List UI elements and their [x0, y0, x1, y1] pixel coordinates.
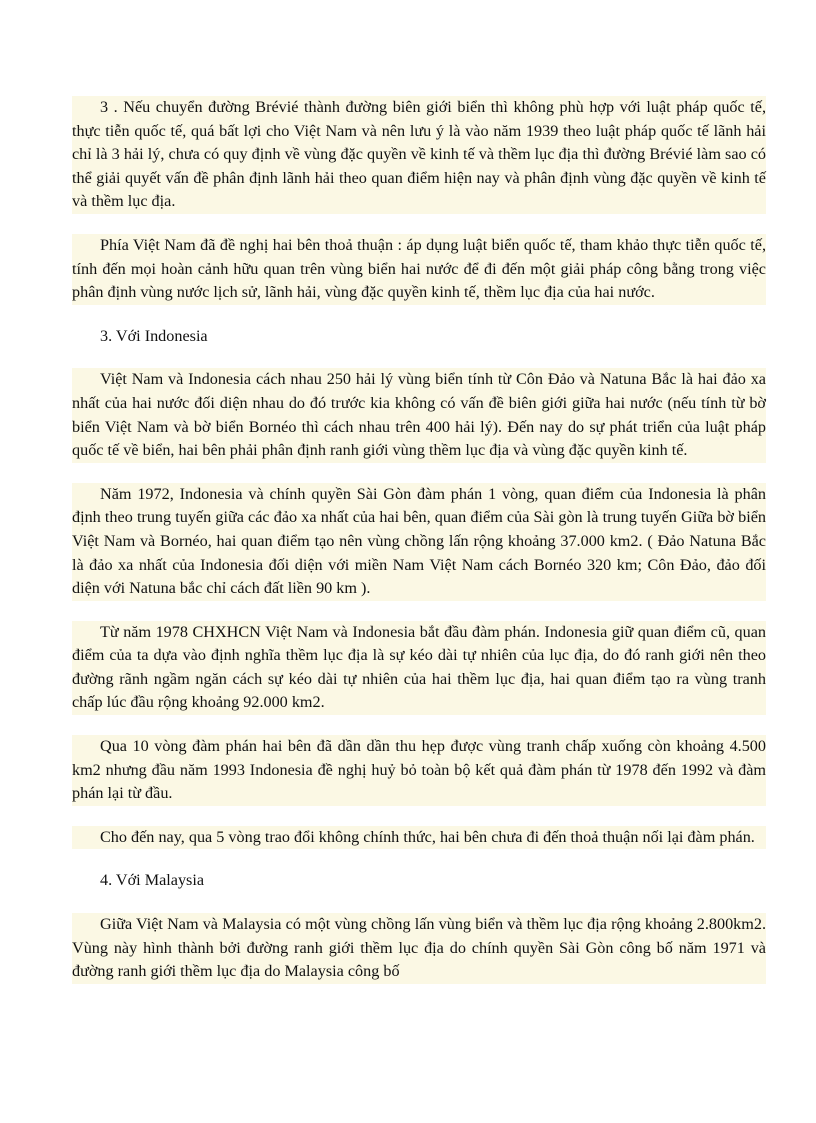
paragraph-malaysia-overlap: Giữa Việt Nam và Malaysia có một vùng chồng lấn vùng biển và thềm lục địa rộng khoảng 2.800km2. Vùng này hình thành bởi đường ranh giới thềm lục địa do chính quyền Sài Gòn công bố năm 1971 và đường ranh giới thềm lục địa do Malaysia công bố — [72, 913, 766, 984]
paragraph-1972-negotiation: Năm 1972, Indonesia và chính quyền Sài Gòn đàm phán 1 vòng, quan điểm của Indonesia là phân định theo trung tuyến giữa các đảo xa nhất của hai bên, quan điểm của Sài gòn là trung tuyến Giữa bờ biển Việt Nam và Bornéo, hai quan điểm tạo nên vùng chồng lấn rộng khoảng 37.000 km2. ( Đảo Natuna Bắc là đảo xa nhất của Indonesia đối diện với miền Nam Việt Nam cách Bornéo 320 km; Côn Đảo, đảo đối diện với Natuna bắc chỉ cách đất liền 90 km ). — [72, 483, 766, 601]
section-heading-indonesia: 3. Với Indonesia — [100, 326, 208, 345]
paragraph-vietnam-proposal: Phía Việt Nam đã đề nghị hai bên thoả thuận : áp dụng luật biển quốc tế, tham khảo thực tiễn quốc tế, tính đến mọi hoàn cảnh hữu quan trên vùng biển hai nước để đi đến một giải pháp công bằng trong việc phân định vùng nước lịch sử, lãnh hải, vùng đặc quyền kinh tế, thềm lục địa của hai nước. — [72, 234, 766, 305]
paragraph-indonesia-distance: Việt Nam và Indonesia cách nhau 250 hải lý vùng biển tính từ Côn Đảo và Natuna Bắc là hai đảo xa nhất của hai nước đối diện nhau do đó trước kia không có vấn đề biên giới giữa hai nước (nếu tính từ bờ biển Việt Nam và bờ biển Bornéo thì cách nhau trên 400 hải lý). Đến nay do sự phát triển của luật pháp quốc tế về biển, hai bên phải phân định ranh giới vùng thềm lục địa và vùng đặc quyền kinh tế. — [72, 368, 766, 462]
document-body — [72, 96, 766, 1004]
section-heading-malaysia: 4. Với Malaysia — [100, 871, 205, 890]
paragraph-brevie-line: 3 . Nếu chuyển đường Brévié thành đường biên giới biển thì không phù hợp với luật pháp quốc tế, thực tiễn quốc tế, quá bất lợi cho Việt Nam và nên lưu ý là vào năm 1939 theo luật pháp quốc tế lãnh hải chỉ là 3 hải lý, chưa có quy định về vùng đặc quyền về kinh tế và thềm lục địa thì đường Brévié làm sao có thể giải quyết vấn đề phân định lãnh hải theo quan điểm hiện nay và phân định vùng đặc quyền về kinh tế và thềm lục địa. — [72, 96, 766, 214]
paragraph-ten-rounds: Qua 10 vòng đàm phán hai bên đã dần dần thu hẹp được vùng tranh chấp xuống còn khoảng 4.500 km2 nhưng đầu năm 1993 Indonesia đề nghị huỷ bỏ toàn bộ kết quả đàm phán từ 1978 đến 1992 và đàm phán lại từ đầu. — [72, 735, 766, 806]
paragraph-informal-rounds: Cho đến nay, qua 5 vòng trao đổi không chính thức, hai bên chưa đi đến thoả thuận nối lại đàm phán. — [72, 826, 766, 850]
paragraph-1978-negotiation: Từ năm 1978 CHXHCN Việt Nam và Indonesia bắt đầu đàm phán. Indonesia giữ quan điểm cũ, quan điểm của ta dựa vào định nghĩa thềm lục địa là sự kéo dài tự nhiên của lục địa, do đó ranh giới nên theo đường rãnh ngầm ngăn cách sự kéo dài tự nhiên của hai thềm lục địa, hai quan điểm tạo ra vùng tranh chấp lúc đầu rộng khoảng 92.000 km2. — [72, 621, 766, 715]
